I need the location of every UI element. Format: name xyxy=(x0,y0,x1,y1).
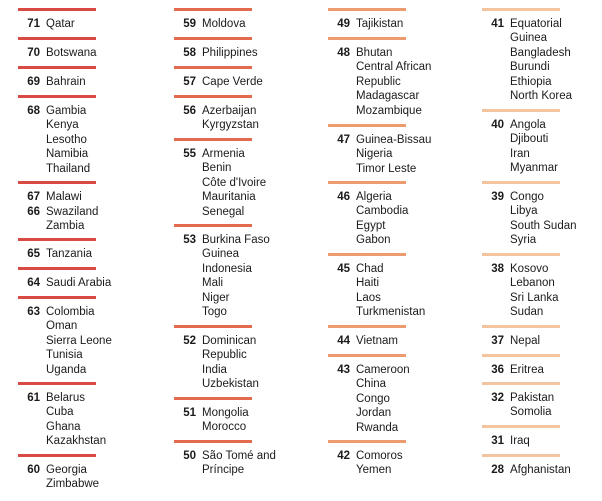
country-list xyxy=(510,262,559,320)
country-name: Angola xyxy=(510,119,546,131)
group-divider xyxy=(482,354,560,357)
country-name: Nigeria xyxy=(356,148,393,161)
country-name: Bhutan xyxy=(356,47,393,59)
score-value: 52 xyxy=(183,335,196,347)
score-value: 41 xyxy=(491,18,504,30)
country-name: Belarus xyxy=(46,392,85,404)
group-divider xyxy=(174,440,252,443)
country-name: Haiti xyxy=(356,277,380,290)
country-name: Afghanistan xyxy=(510,464,571,476)
country-name: Georgia xyxy=(46,464,87,476)
country-name: Myanmar xyxy=(510,162,558,175)
group-divider xyxy=(18,95,96,98)
country-name: Sierra Leone xyxy=(46,334,112,347)
country-list xyxy=(46,391,106,449)
group-divider xyxy=(18,37,96,40)
country-list xyxy=(356,363,410,435)
score-value: 45 xyxy=(337,263,350,275)
score-value: 60 xyxy=(27,464,40,476)
score-value: 48 xyxy=(337,47,350,59)
group-divider xyxy=(482,325,560,328)
country-name: Ethiopia xyxy=(510,75,552,88)
country-name: Tunisia xyxy=(46,349,83,362)
score-value: 64 xyxy=(27,277,40,289)
country-name: Benin xyxy=(202,162,232,175)
country-name: Yemen xyxy=(356,464,392,477)
score-value: 36 xyxy=(491,364,504,376)
country-list xyxy=(46,247,92,261)
score-value: 40 xyxy=(491,119,504,131)
country-name: Rwanda xyxy=(356,421,399,434)
country-name: Gabon xyxy=(356,234,391,247)
group-divider xyxy=(328,37,406,40)
country-name: Eritrea xyxy=(510,364,544,376)
group-divider xyxy=(18,454,96,457)
group-divider xyxy=(174,325,252,328)
country-list xyxy=(356,262,425,320)
group-divider xyxy=(482,425,560,428)
group-divider xyxy=(174,66,252,69)
score-value: 57 xyxy=(183,76,196,88)
country-name: Timor Leste xyxy=(356,162,417,175)
country-name: Laos xyxy=(356,291,381,304)
group-divider xyxy=(482,253,560,256)
country-name: North Korea xyxy=(510,90,573,103)
country-list xyxy=(46,305,112,377)
country-name: Algeria xyxy=(356,191,392,203)
country-name: Mali xyxy=(202,277,224,290)
country-list xyxy=(202,233,270,319)
country-name: Qatar xyxy=(46,18,75,30)
group-divider xyxy=(18,181,96,184)
group-divider xyxy=(18,238,96,241)
score-value: 53 xyxy=(183,234,196,246)
country-name: Zimbabwe xyxy=(46,478,100,491)
country-name: Egypt xyxy=(356,219,386,232)
group-divider xyxy=(328,253,406,256)
country-name: Republic xyxy=(356,75,401,88)
country-list xyxy=(46,17,75,31)
country-name: Príncipe xyxy=(202,464,245,477)
country-list xyxy=(46,190,82,204)
country-name: Cameroon xyxy=(356,364,410,376)
country-name: Sudan xyxy=(510,306,544,319)
country-name: Indonesia xyxy=(202,262,252,275)
group-divider xyxy=(174,37,252,40)
country-name: Mozambique xyxy=(356,104,422,117)
group-divider xyxy=(482,181,560,184)
country-list xyxy=(356,334,398,348)
score-value: 69 xyxy=(27,76,40,88)
country-name: Lebanon xyxy=(510,277,555,290)
country-name: Iran xyxy=(510,147,530,160)
score-value: 39 xyxy=(491,191,504,203)
country-name: Uzbekistan xyxy=(202,378,259,391)
country-list xyxy=(510,363,544,377)
country-name: Lesotho xyxy=(46,133,87,146)
country-name: Dominican xyxy=(202,335,257,347)
country-list xyxy=(202,406,249,435)
group-divider xyxy=(18,8,96,11)
group-divider xyxy=(18,267,96,270)
country-name: Cuba xyxy=(46,406,74,419)
country-list xyxy=(202,449,276,478)
country-list xyxy=(510,190,577,248)
country-list xyxy=(46,276,111,290)
score-value: 55 xyxy=(183,148,196,160)
group-divider xyxy=(328,181,406,184)
group-divider xyxy=(328,354,406,357)
country-name: Jordan xyxy=(356,407,392,420)
country-list xyxy=(202,334,259,392)
country-list xyxy=(356,449,403,478)
score-value: 51 xyxy=(183,407,196,419)
score-value: 46 xyxy=(337,191,350,203)
score-value: 43 xyxy=(337,364,350,376)
country-name: Oman xyxy=(46,320,78,333)
score-value: 67 xyxy=(27,191,40,203)
country-list xyxy=(46,46,97,60)
score-value: 47 xyxy=(337,134,350,146)
country-name: Colombia xyxy=(46,306,95,318)
score-value: 50 xyxy=(183,450,196,462)
score-value: 44 xyxy=(337,335,350,347)
country-list xyxy=(510,334,540,348)
country-name: Kazakhstan xyxy=(46,435,107,448)
country-name: Central African xyxy=(356,61,432,74)
country-name: Senegal xyxy=(202,205,245,218)
country-name: Guinea xyxy=(202,248,240,261)
country-name: Turkmenistan xyxy=(356,306,426,319)
country-name: Congo xyxy=(356,392,390,405)
country-list xyxy=(202,75,263,89)
country-list xyxy=(356,17,403,31)
country-name: Côte d'Ivoire xyxy=(202,176,267,189)
country-name: Djibouti xyxy=(510,133,549,146)
country-name: Comoros xyxy=(356,450,403,462)
country-name: Sri Lanka xyxy=(510,291,559,304)
country-name: Namibia xyxy=(46,148,89,161)
country-name: Tanzania xyxy=(46,248,93,260)
group-divider xyxy=(328,8,406,11)
country-list xyxy=(202,104,259,133)
country-name: Nepal xyxy=(510,335,541,347)
country-name: China xyxy=(356,378,387,391)
group-divider xyxy=(328,440,406,443)
group-divider xyxy=(18,296,96,299)
country-name: Niger xyxy=(202,291,230,304)
score-value: 31 xyxy=(491,435,504,447)
country-name: Moldova xyxy=(202,18,246,30)
country-name: Madagascar xyxy=(356,90,420,103)
group-divider xyxy=(482,454,560,457)
country-name: Republic xyxy=(202,349,247,362)
country-name: Tajikistan xyxy=(356,18,404,30)
country-name: Guinea-Bissau xyxy=(356,134,432,146)
country-name: Saudi Arabia xyxy=(46,277,112,289)
country-name: Equatorial xyxy=(510,18,562,30)
country-name: Gambia xyxy=(46,105,87,117)
score-value: 71 xyxy=(27,18,40,30)
country-name: Armenia xyxy=(202,148,245,160)
country-list xyxy=(510,391,554,420)
country-name: Iraq xyxy=(510,435,530,447)
group-divider xyxy=(174,95,252,98)
country-list xyxy=(202,17,245,31)
country-name: Bahrain xyxy=(46,76,86,88)
score-value: 49 xyxy=(337,18,350,30)
group-divider xyxy=(174,224,252,227)
country-name: Kyrgyzstan xyxy=(202,119,259,132)
country-name: Swaziland xyxy=(46,206,99,218)
score-value: 58 xyxy=(183,47,196,59)
country-name: São Tomé and xyxy=(202,450,276,462)
group-divider xyxy=(174,8,252,11)
score-value: 56 xyxy=(183,105,196,117)
country-name: Chad xyxy=(356,263,384,275)
country-name: Malawi xyxy=(46,191,82,203)
score-value: 42 xyxy=(337,450,350,462)
country-name: Cambodia xyxy=(356,205,409,218)
country-name: Pakistan xyxy=(510,392,555,404)
country-name: Burundi xyxy=(510,61,550,74)
score-value: 59 xyxy=(183,18,196,30)
country-name: Uganda xyxy=(46,363,87,376)
country-name: Zambia xyxy=(46,220,85,233)
country-list xyxy=(510,463,571,477)
score-value: 28 xyxy=(491,464,504,476)
country-name: Syria xyxy=(510,234,537,247)
score-value: 68 xyxy=(27,105,40,117)
country-name: Thailand xyxy=(46,162,91,175)
country-name: South Sudan xyxy=(510,219,577,232)
group-divider xyxy=(328,325,406,328)
country-name: Kenya xyxy=(46,119,79,132)
country-name: Burkina Faso xyxy=(202,234,270,246)
country-name: Libya xyxy=(510,205,538,218)
country-list xyxy=(46,104,90,176)
country-name: Azerbaijan xyxy=(202,105,257,117)
score-value: 32 xyxy=(491,392,504,404)
country-list xyxy=(510,434,530,448)
country-list xyxy=(356,46,431,118)
country-name: Botswana xyxy=(46,47,97,59)
group-divider xyxy=(174,397,252,400)
country-list xyxy=(510,118,558,176)
group-divider xyxy=(328,124,406,127)
country-name: Kosovo xyxy=(510,263,549,275)
score-value: 61 xyxy=(27,392,40,404)
country-list xyxy=(356,190,408,248)
country-name: Somolia xyxy=(510,406,552,419)
country-name: Bangladesh xyxy=(510,46,571,59)
score-value: 63 xyxy=(27,306,40,318)
score-value: 65 xyxy=(27,248,40,260)
group-divider xyxy=(174,138,252,141)
country-list xyxy=(46,463,99,492)
country-list xyxy=(510,17,572,103)
country-list xyxy=(46,75,86,89)
score-value: 66 xyxy=(27,206,40,218)
score-value: 37 xyxy=(491,335,504,347)
country-name: India xyxy=(202,363,227,376)
country-list xyxy=(202,147,266,219)
country-name: Guinea xyxy=(510,32,548,45)
group-divider xyxy=(18,66,96,69)
country-name: Congo xyxy=(510,191,544,203)
country-name: Mongolia xyxy=(202,407,249,419)
country-name: Vietnam xyxy=(356,335,398,347)
country-list xyxy=(356,133,431,176)
group-divider xyxy=(18,382,96,385)
group-divider xyxy=(482,8,560,11)
country-name: Philippines xyxy=(202,47,258,59)
country-name: Togo xyxy=(202,306,227,319)
score-value: 38 xyxy=(491,263,504,275)
country-list xyxy=(46,205,98,234)
country-name: Ghana xyxy=(46,420,81,433)
country-name: Cape Verde xyxy=(202,76,263,88)
group-divider xyxy=(482,382,560,385)
group-divider xyxy=(482,109,560,112)
country-name: Mauritania xyxy=(202,191,256,204)
country-name: Morocco xyxy=(202,421,247,434)
country-list xyxy=(202,46,258,60)
score-value: 70 xyxy=(27,47,40,59)
